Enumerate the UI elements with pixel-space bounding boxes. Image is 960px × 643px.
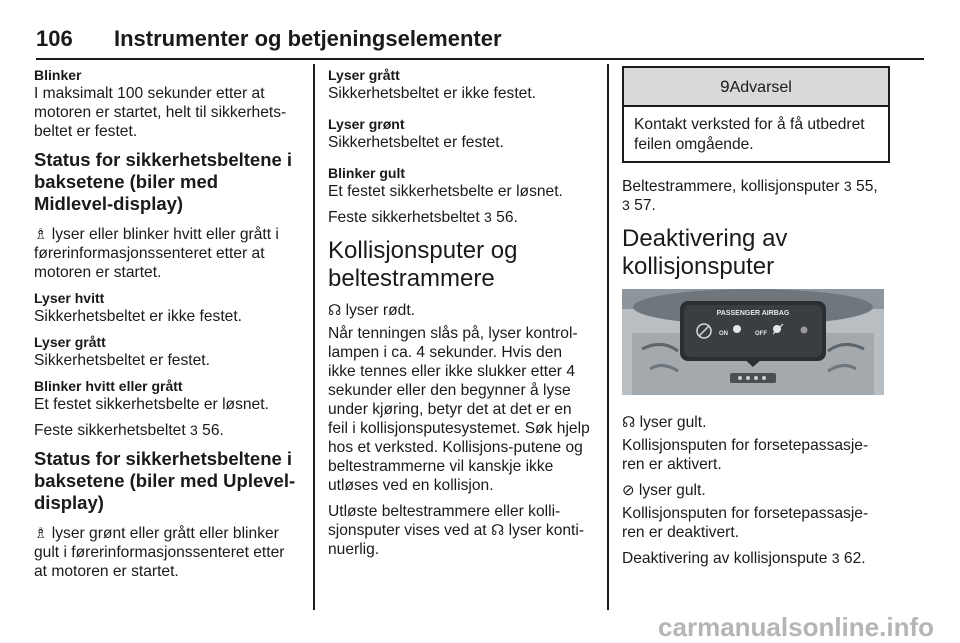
paragraph-text: Feste sikkerhetsbeltet [34,422,186,439]
subheading: Lyser grått [328,67,400,83]
subheading: Lyser grått [34,334,106,350]
paragraph [328,208,594,227]
page-ref: 56. [496,209,518,226]
photo-off-label: OFF [755,331,767,337]
paragraph: Sikkerhetsbeltet er ikke festet. [34,308,243,325]
warning-triangle-icon: 9 [720,77,730,96]
paragraph [328,301,594,320]
paragraph [622,413,890,432]
paragraph-text: lyser gult. [638,482,706,499]
paragraph: Sikkerhetsbeltet er festet. [34,352,210,369]
paragraph: Når tenningen slås på, lyser kontrol-lampen i ca. 4 sekunder. Hvis den ikke tennes eller ikke slukker etter 4 sekunder eller den begynner å lyse under kjøring, betyr det at det er en feil i kollisjonsputesystemet. Søk hjelp hos et verksted. Kollisjons-putene og beltestrammerne vil kanskje ikke utløses ved en kollisjon. [328,325,590,494]
paragraph: Et festet sikkerhetsbelte er løsnet. [328,183,563,200]
subheading: Blinker [34,67,82,83]
paragraph-text: Beltestrammere, kollisjonsputer [622,178,840,195]
column-2 [328,66,594,566]
paragraph-text: lyser rødt. [345,302,415,319]
warning-text: Kontakt verksted for å få utbedret feilen omgående. [634,116,865,153]
page-ref-symbol: 3 [843,178,852,194]
paragraph [622,481,890,500]
paragraph-text: lyser grønt eller grått eller blinker gult i førerinformasjonssenteret etter at motoren er startet. [34,525,285,580]
paragraph-text: lyser konti-nuerlig. [328,522,585,558]
paragraph [34,524,300,581]
paragraph-text: lyser eller blinker hvitt eller grått i førerinformasjonssenteret etter at motoren er startet. [34,226,279,281]
warning-box [622,66,890,163]
chapter-title: Instrumenter og betjeningselementer [114,26,502,51]
paragraph: I maksimalt 100 sekunder etter at motoren er startet, helt til sikkerhets-beltet er festet. [34,85,287,140]
header-divider [36,58,924,60]
paragraph-text: Utløste beltestrammere eller kolli-sjonsputer vises ved at [328,503,561,539]
page-ref-symbol: 3 [484,209,492,225]
subheading: Blinker hvitt eller grått [34,378,183,394]
paragraph-text: lyser gult. [639,414,707,431]
paragraph: Kollisjonsputen for forsetepassasje-ren er aktivert. [622,437,869,473]
column-1 [34,66,300,588]
subheading: Lyser grønt [328,116,405,132]
section-heading: Status for sikkerhetsbeltene i baksetene (biler med Midlevel-display) [34,149,293,214]
section-heading: Status for sikkerhetsbeltene i baksetene (biler med Uplevel-display) [34,448,296,513]
page-ref-symbol: 3 [831,550,840,566]
paragraph [34,225,300,282]
column-3 [622,66,890,575]
paragraph [34,421,300,440]
paragraph: Sikkerhetsbeltet er ikke festet. [328,85,537,102]
column-divider [313,64,315,610]
airbag-icon: ☊ [328,302,342,319]
section-title: Kollisjonsputer og beltestrammere [328,237,518,292]
watermark: carmanualsonline.info [658,612,934,642]
photo-label: PASSENGER AIRBAG [716,310,790,317]
page-ref: 56. [202,422,224,439]
paragraph [328,502,594,559]
seatbelt-icon: ♗ [34,525,48,542]
page-header [36,26,936,52]
section-title: Deaktivering av kollisjonsputer [622,225,788,280]
page-number: 106 [36,26,73,51]
paragraph [622,177,890,215]
subheading: Lyser hvitt [34,290,105,306]
photo-on-label: ON [719,331,728,337]
warning-title [624,68,888,107]
paragraph: Et festet sikkerhetsbelte er løsnet. [34,396,269,413]
subheading: Blinker gult [328,165,406,181]
page-ref-symbol: 3 [190,422,198,438]
airbag-indicator-photo [622,289,884,395]
page-ref: 55, [856,178,878,195]
page-ref: 57. [634,197,656,214]
page-ref-symbol: 3 [622,197,630,213]
airbag-off-icon: ⊘ [622,482,635,499]
page-ref: 62. [843,550,866,567]
paragraph: Sikkerhetsbeltet er festet. [328,134,504,151]
paragraph-text: Feste sikkerhetsbeltet [328,209,480,226]
airbag-on-icon: ☊ [622,414,636,431]
airbag-icon: ☊ [490,522,505,539]
warning-title-text: Advarsel [729,79,792,96]
column-divider [607,64,609,610]
paragraph: Kollisjonsputen for forsetepassasje-ren er deaktivert. [622,505,869,541]
paragraph-text: Deaktivering av kollisjonspute [622,550,828,567]
paragraph [622,549,890,568]
seatbelt-icon: ♗ [34,226,48,243]
